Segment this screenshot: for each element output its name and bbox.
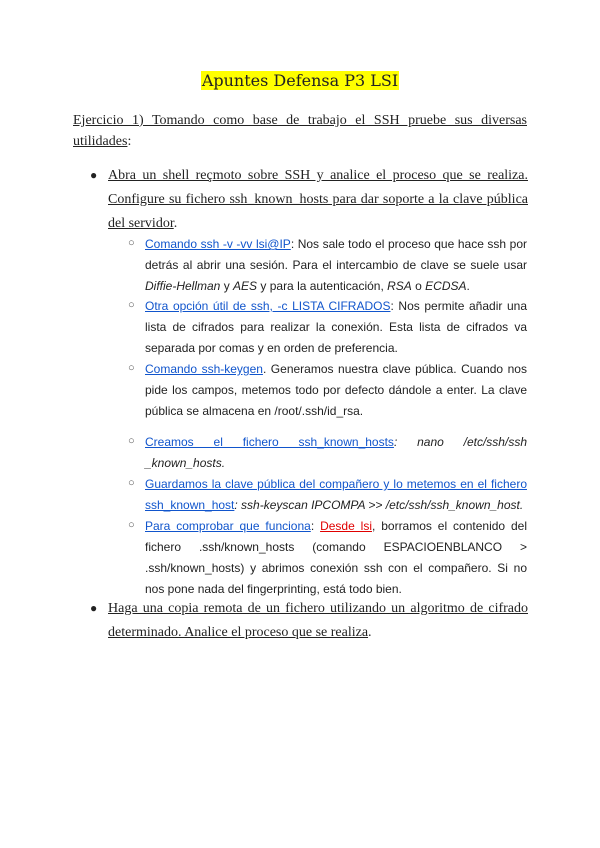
subitem-keyscan: Guardamos la clave pública del compañero y lo metemos en el fichero ssh_known_host: ssh-keyscan IPCOMPA >> /etc/ssh/ssh_known_host. xyxy=(145,477,527,512)
subitem-marker: ○ xyxy=(128,477,135,489)
subitem-keygen: Comando ssh-keygen. Generamos nuestra clave pública. Cuando nos pide los campos, metemos todo por defecto dándole a enter. La clave pública se almacena en /root/.ssh/id_rsa. xyxy=(145,362,527,418)
cipher-option-link[interactable]: Otra opción útil de ssh, -c LISTA CIFRADOS xyxy=(145,299,391,313)
subitem-ssh-verbose: Comando ssh -v -vv lsi@IP: Nos sale todo el proceso que hace ssh por detrás al abrir una sesión. Para el intercambio de clave se suele usar Diffie-Hellman y AES y para la autenticación, RSA o ECDSA. xyxy=(145,237,528,293)
subitem-marker: ○ xyxy=(128,299,135,311)
ssh-verbose-link[interactable]: Comando ssh -v -vv lsi@IP xyxy=(145,237,291,251)
document-title: Apuntes Defensa P3 LSI xyxy=(201,71,399,90)
bullet-item-2: Haga una copia remota de un fichero utilizando un algoritmo de cifrado determinado. Analice el proceso que se realiza. xyxy=(108,601,528,640)
subitem-marker: ○ xyxy=(128,237,135,249)
desde-lsi-link[interactable]: Desde lsi xyxy=(320,519,372,533)
bullet-item-1: Abra un shell reçmoto sobre SSH y analice el proceso que se realiza. Configure su fichero ssh_known_hosts para dar soporte a la clave pública del servidor. xyxy=(108,168,528,231)
subitem-marker: ○ xyxy=(128,362,135,374)
verify-link[interactable]: Para comprobar que funciona xyxy=(145,519,311,533)
subitem-verify: Para comprobar que funciona: Desde lsi, borramos el contenido del fichero .ssh/known_hosts (comando ESPACIOENBLANCO > .ssh/known_hosts) y abrimos conexión ssh con el compañero. Si no nos pone nada del fingerprinting, está todo bien. xyxy=(145,519,528,596)
subitem-known-hosts-file: Creamos el fichero ssh_known_hosts: nano /etc/ssh/ssh _known_hosts. xyxy=(145,435,527,470)
subitem-cipher-list: Otra opción útil de ssh, -c LISTA CIFRADOS: Nos permite añadir una lista de cifrados para realizar la conexión. Esta lista de cifrados va separada por comas y en orden de preferencia. xyxy=(145,299,528,355)
exercise-heading: Ejercicio 1) Tomando como base de trabajo el SSH pruebe sus diversas utilidades: xyxy=(73,113,527,149)
known-hosts-link[interactable]: Creamos el fichero ssh_known_hosts xyxy=(145,435,394,449)
keyscan-link[interactable]: Guardamos la clave pública del compañero y lo metemos en el fichero ssh_known_host xyxy=(145,477,527,512)
subitem-marker: ○ xyxy=(128,519,135,531)
bullet-marker: ● xyxy=(90,601,98,615)
bullet-marker: ● xyxy=(90,168,98,182)
subitem-marker: ○ xyxy=(128,435,135,447)
keygen-link[interactable]: Comando ssh-keygen xyxy=(145,362,263,376)
